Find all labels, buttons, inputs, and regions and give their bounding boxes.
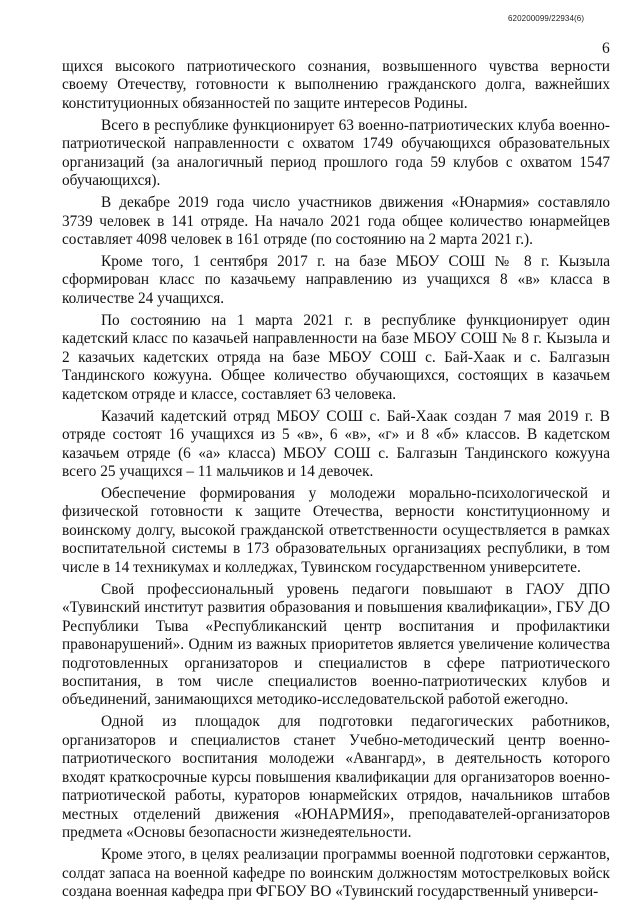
paragraph-military-department: Кроме этого, в целях реализации программы военной подготовки сержантов, солдат запаса на военной кафедре по воинским должностям мотострелковых войск создана военная кафедра при ФГБОУ ВО «Тувинский государственный универси- bbox=[62, 846, 610, 900]
paragraph-cadet-detachment: Казачий кадетский отряд МБОУ СОШ с. Бай-Хаак создан 7 мая 2019 г. В отряде состоят 16 учащихся из 5 «в», 6 «в», «г» и 8 «б» классов. В кадетском казачьем отряде (6 «а» класса) МБОУ СОШ с. Балгазын Тандинского кожууна всего 25 учащихся – 11 мальчиков и 14 девочек. bbox=[62, 407, 610, 481]
body-text bbox=[62, 58, 610, 901]
paragraph-yunarmiya: В декабре 2019 года число участников движения «Юнармия» составляло 3739 человек в 141 отряде. На начало 2021 года общее количество юнармейцев составляет 4098 человек в 161 отряде (по состоянию на 2 марта 2021 г.). bbox=[62, 194, 610, 249]
paragraph-military-clubs: Всего в республике функционирует 63 военно-патриотических клуба военно-патриотической направленности с охватом 1749 обучающихся образовательных организаций (за аналогичный период прошлого года 59 клубов с охватом 1547 обучающихся). bbox=[62, 116, 610, 190]
page-number: 6 bbox=[602, 40, 610, 57]
paragraph-continued: щихся высокого патриотического сознания, возвышенного чувства верности своему Отечеству, готовности к выполнению гражданского долга, важнейших конституционных обязанностей по защите интересов Родины. bbox=[62, 58, 610, 112]
document-id: 620200099/22934(6) bbox=[508, 14, 585, 23]
paragraph-readiness: Обеспечение формирования у молодежи морально-психологической и физической готовности к защите Отечества, верности конституционному и воинскому долгу, высокой гражданской ответственности осуществляется в рамках воспитательной системы в 173 образовательных организациях республики, в том числе в 14 техникумах и колледжах, Тувинском государственном университете. bbox=[62, 484, 610, 576]
paragraph-cadet-class: По состоянию на 1 марта 2021 г. в республике функционирует один кадетский класс по казачьей направленности на базе МБОУ СОШ № 8 г. Кызыла и 2 казачьих кадетских отряда на базе МБОУ СОШ с. Бай-Хаак и с. Балгазын Тандинского кожууна. Общее количество обучающихся, состоящих в казачьем кадетском отряде и классе, составляет 63 человека. bbox=[62, 311, 610, 403]
paragraph-cossack-class: Кроме того, 1 сентября 2017 г. на базе МБОУ СОШ № 8 г. Кызыла сформирован класс по казачьему направлению из учащихся 8 «в» класса в количестве 24 учащихся. bbox=[62, 253, 610, 307]
paragraph-teacher-training: Свой профессиональный уровень педагоги повышают в ГАОУ ДПО «Тувинский институт развития образования и повышения квалификации», ГБУ ДО Республики Тыва «Республиканский центр воспитания и профилактики правонарушений». Одним из важных приоритетов является увеличение количества подготовленных организаторов и специалистов в сфере патриотического воспитания, в том числе специалистов военно-патриотических клубов и объединений, занимающихся методико-исследовательской работой ежегодно. bbox=[62, 580, 610, 709]
paragraph-avangard-center: Одной из площадок для подготовки педагогических работников, организаторов и специалистов станет Учебно-методический центр военно-патриотического воспитания молодежи «Авангард», в деятельность которого входят краткосрочные курсы повышения квалификации для организаторов военно-патриотической работы, кураторов юнармейских отрядов, начальников штабов местных отделений движения «ЮНАРМИЯ», преподавателей-организаторов предмета «Основы безопасности жизнедеятельности. bbox=[62, 713, 610, 842]
